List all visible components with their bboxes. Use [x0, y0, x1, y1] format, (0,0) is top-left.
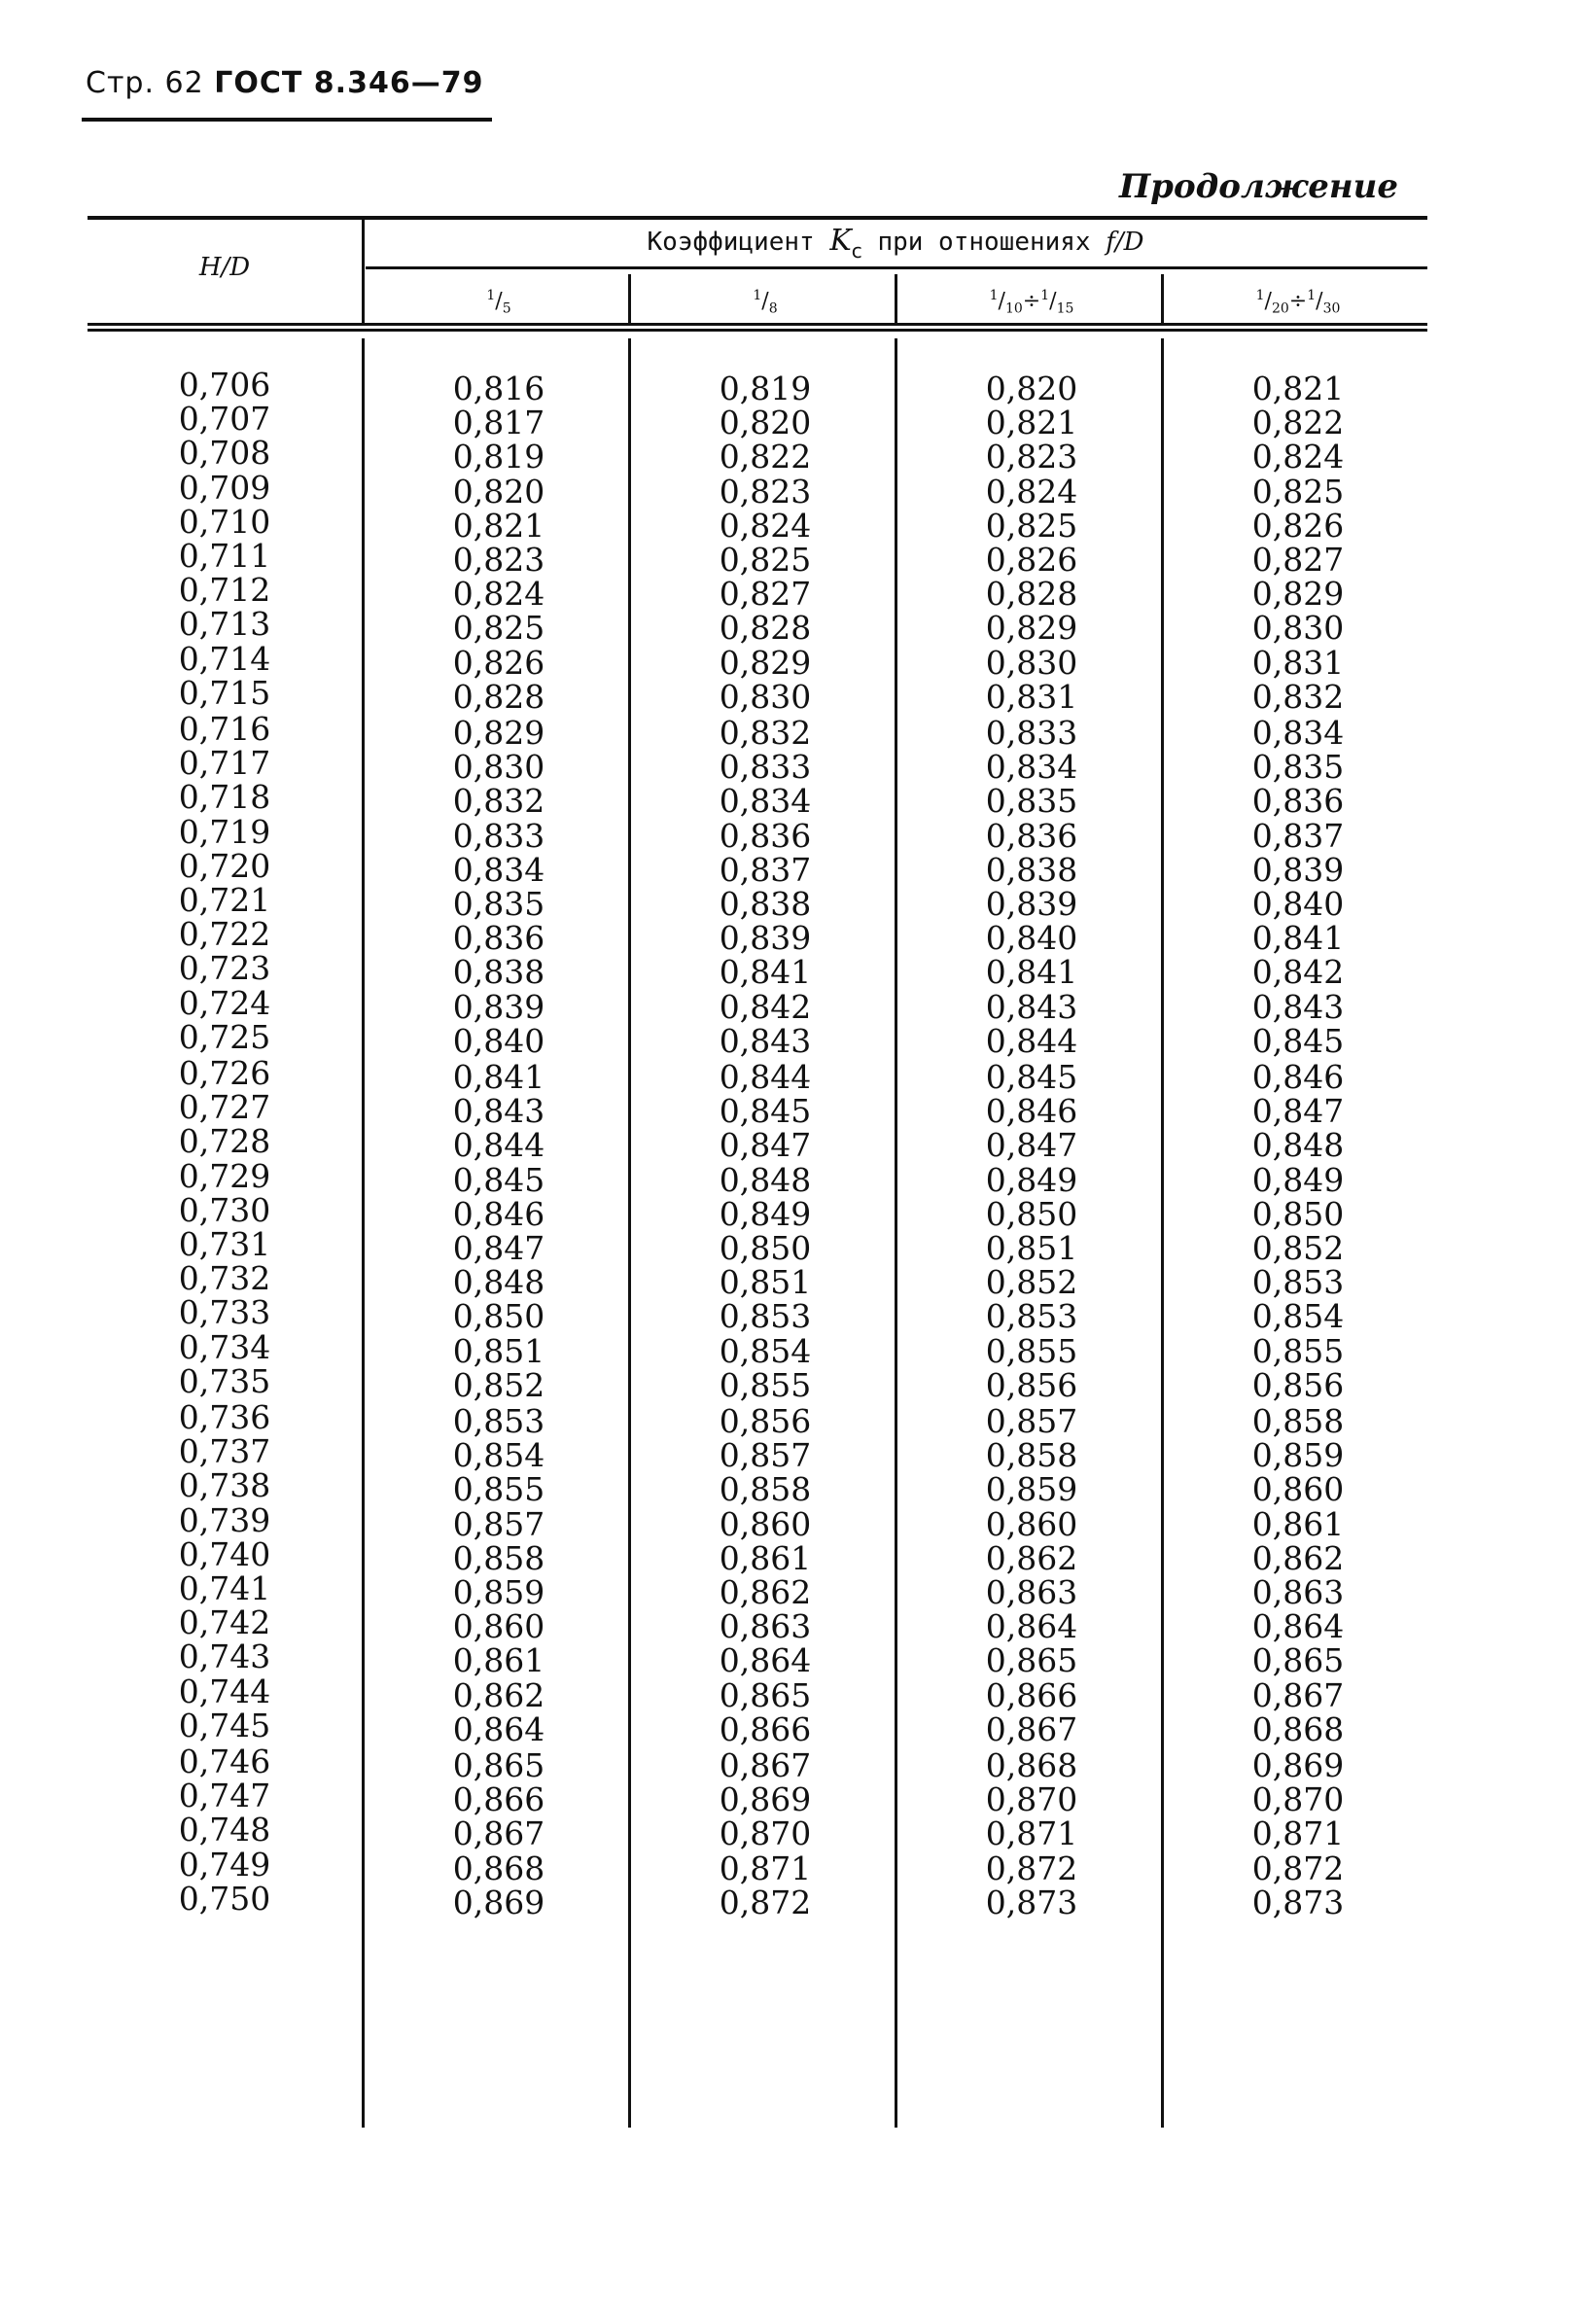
hd-value: 0,722 [178, 915, 271, 954]
hd-value: 0,745 [178, 1706, 271, 1744]
coefficient-value: 0,858 [719, 1470, 812, 1509]
row-group [88, 710, 1427, 1060]
coefficient-value: 0,865 [985, 1641, 1078, 1680]
hd-value: 0,724 [178, 983, 271, 1022]
hd-value: 0,739 [178, 1500, 271, 1539]
hd-value: 0,726 [178, 1054, 271, 1092]
coefficient-value: 0,851 [452, 1331, 545, 1370]
coefficient-value: 0,845 [719, 1092, 812, 1131]
table-row [88, 1777, 1427, 1819]
continuation-label: Продолжение [1119, 167, 1398, 206]
coefficient-value: 0,871 [719, 1849, 812, 1887]
coefficient-value: 0,819 [452, 438, 545, 476]
table-row [88, 468, 1427, 511]
coefficient-value: 0,836 [719, 816, 812, 855]
coefficient-value: 0,848 [452, 1263, 545, 1302]
hd-value: 0,706 [178, 366, 271, 404]
row-group [88, 1743, 1427, 1921]
coefficient-value: 0,847 [719, 1126, 812, 1165]
table-row [88, 1327, 1427, 1370]
coefficient-value: 0,840 [1251, 884, 1345, 923]
coefficient-value: 0,842 [719, 987, 812, 1026]
coefficient-value: 0,838 [719, 884, 812, 923]
coefficient-value: 0,855 [452, 1470, 545, 1509]
coefficient-value: 0,828 [985, 575, 1078, 614]
coefficient-value: 0,846 [985, 1092, 1078, 1131]
coefficient-value: 0,862 [985, 1538, 1078, 1577]
coefficient-value: 0,849 [1251, 1160, 1345, 1199]
header-bottom-rule-2 [88, 329, 1427, 332]
table-row [88, 605, 1427, 648]
coefficient-value: 0,835 [985, 782, 1078, 821]
table-row [88, 434, 1427, 476]
coefficient-value: 0,833 [452, 816, 545, 855]
hd-value: 0,733 [178, 1293, 271, 1332]
coefficient-value: 0,849 [985, 1160, 1078, 1199]
coefficient-value: 0,843 [985, 987, 1078, 1026]
coefficient-value: 0,847 [452, 1228, 545, 1267]
coefficient-value: 0,836 [452, 919, 545, 958]
page-number: Стр. 62 [86, 66, 204, 100]
coefficient-value: 0,817 [452, 404, 545, 442]
table-row [88, 536, 1427, 579]
hd-value: 0,744 [178, 1672, 271, 1710]
coefficient-value: 0,859 [452, 1572, 545, 1611]
table-row [88, 502, 1427, 545]
coefficient-value: 0,842 [1251, 953, 1345, 992]
coefficient-value: 0,821 [452, 506, 545, 545]
coefficient-value: 0,866 [452, 1780, 545, 1819]
coefficient-value: 0,820 [452, 472, 545, 511]
table-row [88, 1054, 1427, 1096]
coefficient-value: 0,852 [985, 1263, 1078, 1302]
hd-value: 0,718 [178, 778, 271, 817]
coefficient-value: 0,833 [985, 714, 1078, 752]
hd-value: 0,707 [178, 400, 271, 439]
coefficient-value: 0,829 [719, 643, 812, 682]
table-row [88, 1224, 1427, 1267]
table-row [88, 710, 1427, 752]
table-row [88, 846, 1427, 889]
hd-value: 0,730 [178, 1190, 271, 1229]
table-row [88, 744, 1427, 787]
table-row [88, 1743, 1427, 1784]
coefficient-value: 0,827 [719, 575, 812, 614]
coefficient-value: 0,866 [719, 1709, 812, 1748]
coefficient-value: 0,844 [719, 1058, 812, 1096]
subheader-1-8: $^1/_8$ [753, 288, 778, 317]
coefficient-value: 0,843 [719, 1021, 812, 1060]
coefficient-value: 0,835 [452, 884, 545, 923]
coefficient-value: 0,830 [1251, 609, 1345, 648]
hd-value: 0,743 [178, 1637, 271, 1676]
table-row [88, 1534, 1427, 1577]
hd-value: 0,731 [178, 1224, 271, 1263]
coefficient-value: 0,830 [452, 748, 545, 787]
coefficient-value: 0,851 [985, 1228, 1078, 1267]
coefficient-value: 0,861 [719, 1538, 812, 1577]
table-row [88, 639, 1427, 682]
coefficient-value: 0,826 [1251, 506, 1345, 545]
table-row [88, 1122, 1427, 1165]
coefficient-value: 0,829 [985, 609, 1078, 648]
coefficient-value: 0,860 [719, 1504, 812, 1543]
coefficient-value: 0,872 [719, 1883, 812, 1921]
coefficient-value: 0,840 [985, 919, 1078, 958]
coefficient-value: 0,839 [985, 884, 1078, 923]
coefficient-value: 0,838 [985, 850, 1078, 889]
coefficient-value: 0,847 [985, 1126, 1078, 1165]
coefficient-value: 0,870 [1251, 1780, 1345, 1819]
coefficient-value: 0,860 [985, 1504, 1078, 1543]
hd-value: 0,740 [178, 1534, 271, 1573]
hd-value: 0,721 [178, 880, 271, 919]
coefficient-value: 0,844 [985, 1021, 1078, 1060]
coefficient-value: 0,867 [1251, 1675, 1345, 1714]
table-row [88, 1603, 1427, 1646]
coefficient-value: 0,851 [719, 1263, 812, 1302]
hd-value: 0,736 [178, 1398, 271, 1436]
coefficient-value: 0,867 [452, 1814, 545, 1853]
hd-value: 0,713 [178, 605, 271, 644]
hd-value: 0,725 [178, 1017, 271, 1056]
coefficient-value: 0,830 [719, 677, 812, 716]
coefficient-value: 0,832 [1251, 677, 1345, 716]
table-row [88, 1568, 1427, 1611]
coefficient-value: 0,854 [1251, 1297, 1345, 1336]
coefficient-value: 0,816 [452, 370, 545, 407]
coefficient-value: 0,828 [719, 609, 812, 648]
coefficient-value: 0,865 [719, 1675, 812, 1714]
hd-value: 0,719 [178, 812, 271, 851]
coefficient-value: 0,867 [985, 1709, 1078, 1748]
coefficient-value: 0,868 [1251, 1709, 1345, 1748]
coefficient-value: 0,824 [719, 506, 812, 545]
table-row [88, 673, 1427, 716]
coefficient-value: 0,872 [1251, 1849, 1345, 1887]
hd-value: 0,746 [178, 1743, 271, 1780]
coefficient-value: 0,821 [985, 404, 1078, 442]
coefficient-value: 0,824 [1251, 438, 1345, 476]
subheader-1-10-1-15: $^1/_{10}\div^1/_{15}$ [989, 288, 1074, 317]
table-top-rule [88, 216, 1427, 220]
table-row [88, 1879, 1427, 1921]
coefficient-value: 0,853 [985, 1297, 1078, 1336]
coefficient-value: 0,831 [1251, 643, 1345, 682]
hd-value: 0,709 [178, 468, 271, 507]
standard-number: ГОСТ 8.346—79 [214, 66, 484, 100]
coefficient-value: 0,841 [719, 953, 812, 992]
hd-value: 0,727 [178, 1088, 271, 1127]
coefficient-value: 0,854 [452, 1436, 545, 1475]
table-row [88, 400, 1427, 442]
table-row [88, 1845, 1427, 1887]
coefficient-value: 0,863 [1251, 1572, 1345, 1611]
table-row [88, 915, 1427, 958]
coefficient-value: 0,834 [452, 850, 545, 889]
row-group [88, 1054, 1427, 1404]
header-bottom-rule [88, 323, 1427, 326]
hd-value: 0,750 [178, 1879, 271, 1918]
hd-column-header: H/D [198, 253, 251, 282]
coefficient-value: 0,849 [719, 1194, 812, 1233]
coefficient-value: 0,847 [1251, 1092, 1345, 1131]
coefficient-value: 0,864 [985, 1607, 1078, 1646]
coefficient-value: 0,845 [1251, 1021, 1345, 1060]
coefficient-value: 0,840 [452, 1021, 545, 1060]
coefficient-value: 0,850 [985, 1194, 1078, 1233]
coefficient-value: 0,844 [452, 1126, 545, 1165]
hd-value: 0,737 [178, 1432, 271, 1471]
coefficient-value: 0,873 [985, 1883, 1078, 1921]
row-group [88, 366, 1427, 716]
hd-value: 0,720 [178, 846, 271, 885]
table-row [88, 1466, 1427, 1509]
table-row [88, 1398, 1427, 1440]
coefficient-value: 0,861 [452, 1641, 545, 1680]
coefficient-value: 0,862 [719, 1572, 812, 1611]
coefficient-value: 0,845 [452, 1160, 545, 1199]
coefficient-value: 0,864 [1251, 1607, 1345, 1646]
coefficient-value: 0,860 [452, 1607, 545, 1646]
hd-value: 0,747 [178, 1777, 271, 1815]
coefficient-value: 0,821 [1251, 370, 1345, 407]
hd-value: 0,710 [178, 502, 271, 541]
coefficient-value: 0,864 [452, 1709, 545, 1748]
hd-value: 0,723 [178, 949, 271, 988]
coefficient-value: 0,850 [452, 1297, 545, 1336]
coefficient-value: 0,853 [1251, 1263, 1345, 1302]
table-row [88, 1706, 1427, 1748]
coefficient-value: 0,868 [985, 1746, 1078, 1784]
coefficient-value: 0,846 [1251, 1058, 1345, 1096]
table-row [88, 1190, 1427, 1233]
coefficient-value: 0,862 [452, 1675, 545, 1714]
hd-value: 0,728 [178, 1122, 271, 1161]
coefficient-value: 0,820 [719, 404, 812, 442]
hd-value: 0,712 [178, 571, 271, 610]
coefficient-value: 0,853 [452, 1402, 545, 1440]
coefficient-value: 0,832 [452, 782, 545, 821]
coefficient-value: 0,867 [719, 1746, 812, 1784]
coefficient-value: 0,852 [452, 1365, 545, 1404]
row-group [88, 1398, 1427, 1748]
page-header [86, 66, 483, 100]
hd-value: 0,741 [178, 1568, 271, 1607]
coefficient-value: 0,823 [719, 472, 812, 511]
coefficient-value: 0,856 [1251, 1365, 1345, 1404]
table-row [88, 1672, 1427, 1714]
coefficient-value: 0,820 [985, 370, 1078, 407]
coefficient-value: 0,834 [719, 782, 812, 821]
coefficient-value: 0,834 [985, 748, 1078, 787]
coefficient-value: 0,862 [1251, 1538, 1345, 1577]
coefficient-value: 0,833 [719, 748, 812, 787]
coefficient-value: 0,824 [985, 472, 1078, 511]
table-row [88, 949, 1427, 992]
coefficient-value: 0,826 [985, 540, 1078, 579]
coefficient-value: 0,830 [985, 643, 1078, 682]
coefficient-value: 0,865 [452, 1746, 545, 1784]
coefficient-value: 0,858 [985, 1436, 1078, 1475]
table-row [88, 1361, 1427, 1404]
table-row [88, 1017, 1427, 1060]
hd-value: 0,715 [178, 673, 271, 712]
coefficient-value: 0,853 [719, 1297, 812, 1336]
coefficient-value: 0,829 [1251, 575, 1345, 614]
coefficient-value: 0,869 [452, 1883, 545, 1921]
coefficient-value: 0,857 [985, 1402, 1078, 1440]
subheader-1-5: $^1/_5$ [486, 288, 511, 317]
coefficient-value: 0,825 [452, 609, 545, 648]
coefficient-value: 0,822 [1251, 404, 1345, 442]
coefficient-value: 0,825 [719, 540, 812, 579]
coefficient-value: 0,827 [1251, 540, 1345, 579]
header-rule [82, 118, 492, 122]
hd-value: 0,738 [178, 1466, 271, 1505]
coefficient-value: 0,848 [719, 1160, 812, 1199]
coefficient-value: 0,825 [985, 506, 1078, 545]
coefficient-value: 0,843 [1251, 987, 1345, 1026]
table-row [88, 1432, 1427, 1475]
coefficient-value: 0,823 [985, 438, 1078, 476]
coefficient-value: 0,855 [985, 1331, 1078, 1370]
coefficient-value: 0,822 [719, 438, 812, 476]
hd-value: 0,714 [178, 639, 271, 678]
coefficient-value: 0,866 [985, 1675, 1078, 1714]
coefficient-value: 0,824 [452, 575, 545, 614]
coefficient-value: 0,868 [452, 1849, 545, 1887]
coefficient-value: 0,846 [452, 1194, 545, 1233]
coefficient-value: 0,843 [452, 1092, 545, 1131]
hd-value: 0,735 [178, 1361, 271, 1400]
coefficient-value: 0,854 [719, 1331, 812, 1370]
coefficient-group-header: Коэффициент $K_c$ при отношениях f/D [647, 224, 1144, 263]
coefficient-value: 0,838 [452, 953, 545, 992]
coefficient-value: 0,870 [985, 1780, 1078, 1819]
table-row [88, 983, 1427, 1026]
coefficient-value: 0,855 [719, 1365, 812, 1404]
coefficient-value: 0,825 [1251, 472, 1345, 511]
hd-value: 0,749 [178, 1845, 271, 1884]
coefficient-value: 0,852 [1251, 1228, 1345, 1267]
coefficient-value: 0,828 [452, 677, 545, 716]
coefficient-value: 0,839 [1251, 850, 1345, 889]
coefficient-value: 0,870 [719, 1814, 812, 1853]
hd-value: 0,734 [178, 1327, 271, 1366]
coefficient-value: 0,859 [1251, 1436, 1345, 1475]
coefficient-value: 0,834 [1251, 714, 1345, 752]
table-row [88, 880, 1427, 923]
coefficient-value: 0,829 [452, 714, 545, 752]
table-row [88, 366, 1427, 407]
coefficient-value: 0,831 [985, 677, 1078, 716]
k-symbol: $K_c$ [829, 224, 862, 263]
table-row [88, 1293, 1427, 1336]
coefficient-value: 0,865 [1251, 1641, 1345, 1680]
coefficient-value: 0,836 [1251, 782, 1345, 821]
table-row [88, 1500, 1427, 1543]
coefficient-value: 0,837 [719, 850, 812, 889]
coefficient-value: 0,858 [1251, 1402, 1345, 1440]
coefficient-value: 0,873 [1251, 1883, 1345, 1921]
coefficient-value: 0,826 [452, 643, 545, 682]
coefficient-value: 0,872 [985, 1849, 1078, 1887]
coefficient-value: 0,850 [719, 1228, 812, 1267]
coefficient-value: 0,837 [1251, 816, 1345, 855]
hd-value: 0,729 [178, 1156, 271, 1195]
hd-value: 0,708 [178, 434, 271, 473]
coefficient-value: 0,855 [1251, 1331, 1345, 1370]
coefficient-value: 0,860 [1251, 1470, 1345, 1509]
coefficient-value: 0,836 [985, 816, 1078, 855]
coefficient-value: 0,864 [719, 1641, 812, 1680]
table-row [88, 1637, 1427, 1680]
coefficient-value: 0,841 [452, 1058, 545, 1096]
group-header-rule [366, 266, 1427, 269]
coefficient-value: 0,856 [985, 1365, 1078, 1404]
coefficient-value: 0,832 [719, 714, 812, 752]
coefficient-value: 0,856 [719, 1402, 812, 1440]
hd-value: 0,716 [178, 710, 271, 748]
coefficient-value: 0,839 [452, 987, 545, 1026]
coefficient-value: 0,839 [719, 919, 812, 958]
table-row [88, 1811, 1427, 1853]
coefficient-value: 0,863 [985, 1572, 1078, 1611]
coefficient-value: 0,869 [719, 1780, 812, 1819]
coefficient-value: 0,863 [719, 1607, 812, 1646]
coefficient-value: 0,871 [1251, 1814, 1345, 1853]
coefficient-value: 0,859 [985, 1470, 1078, 1509]
coefficient-value: 0,848 [1251, 1126, 1345, 1165]
coefficient-value: 0,861 [1251, 1504, 1345, 1543]
table-row [88, 571, 1427, 614]
coefficient-value: 0,850 [1251, 1194, 1345, 1233]
coefficient-value: 0,835 [1251, 748, 1345, 787]
hd-value: 0,717 [178, 744, 271, 783]
table-row [88, 778, 1427, 821]
coefficient-value: 0,858 [452, 1538, 545, 1577]
coefficient-value: 0,823 [452, 540, 545, 579]
coefficient-value: 0,871 [985, 1814, 1078, 1853]
hd-value: 0,711 [178, 536, 271, 575]
hd-value: 0,748 [178, 1811, 271, 1849]
table-row [88, 1156, 1427, 1199]
hd-value: 0,732 [178, 1259, 271, 1298]
coefficient-value: 0,819 [719, 370, 812, 407]
table-row [88, 1259, 1427, 1302]
coefficient-value: 0,857 [719, 1436, 812, 1475]
coefficient-value: 0,869 [1251, 1746, 1345, 1784]
coefficient-value: 0,841 [1251, 919, 1345, 958]
hd-value: 0,742 [178, 1603, 271, 1642]
table-row [88, 812, 1427, 855]
coefficient-value: 0,845 [985, 1058, 1078, 1096]
coefficient-value: 0,841 [985, 953, 1078, 992]
coefficient-value: 0,857 [452, 1504, 545, 1543]
table-row [88, 1088, 1427, 1131]
subheader-1-20-1-30: $^1/_{20}\div^1/_{30}$ [1255, 288, 1341, 317]
